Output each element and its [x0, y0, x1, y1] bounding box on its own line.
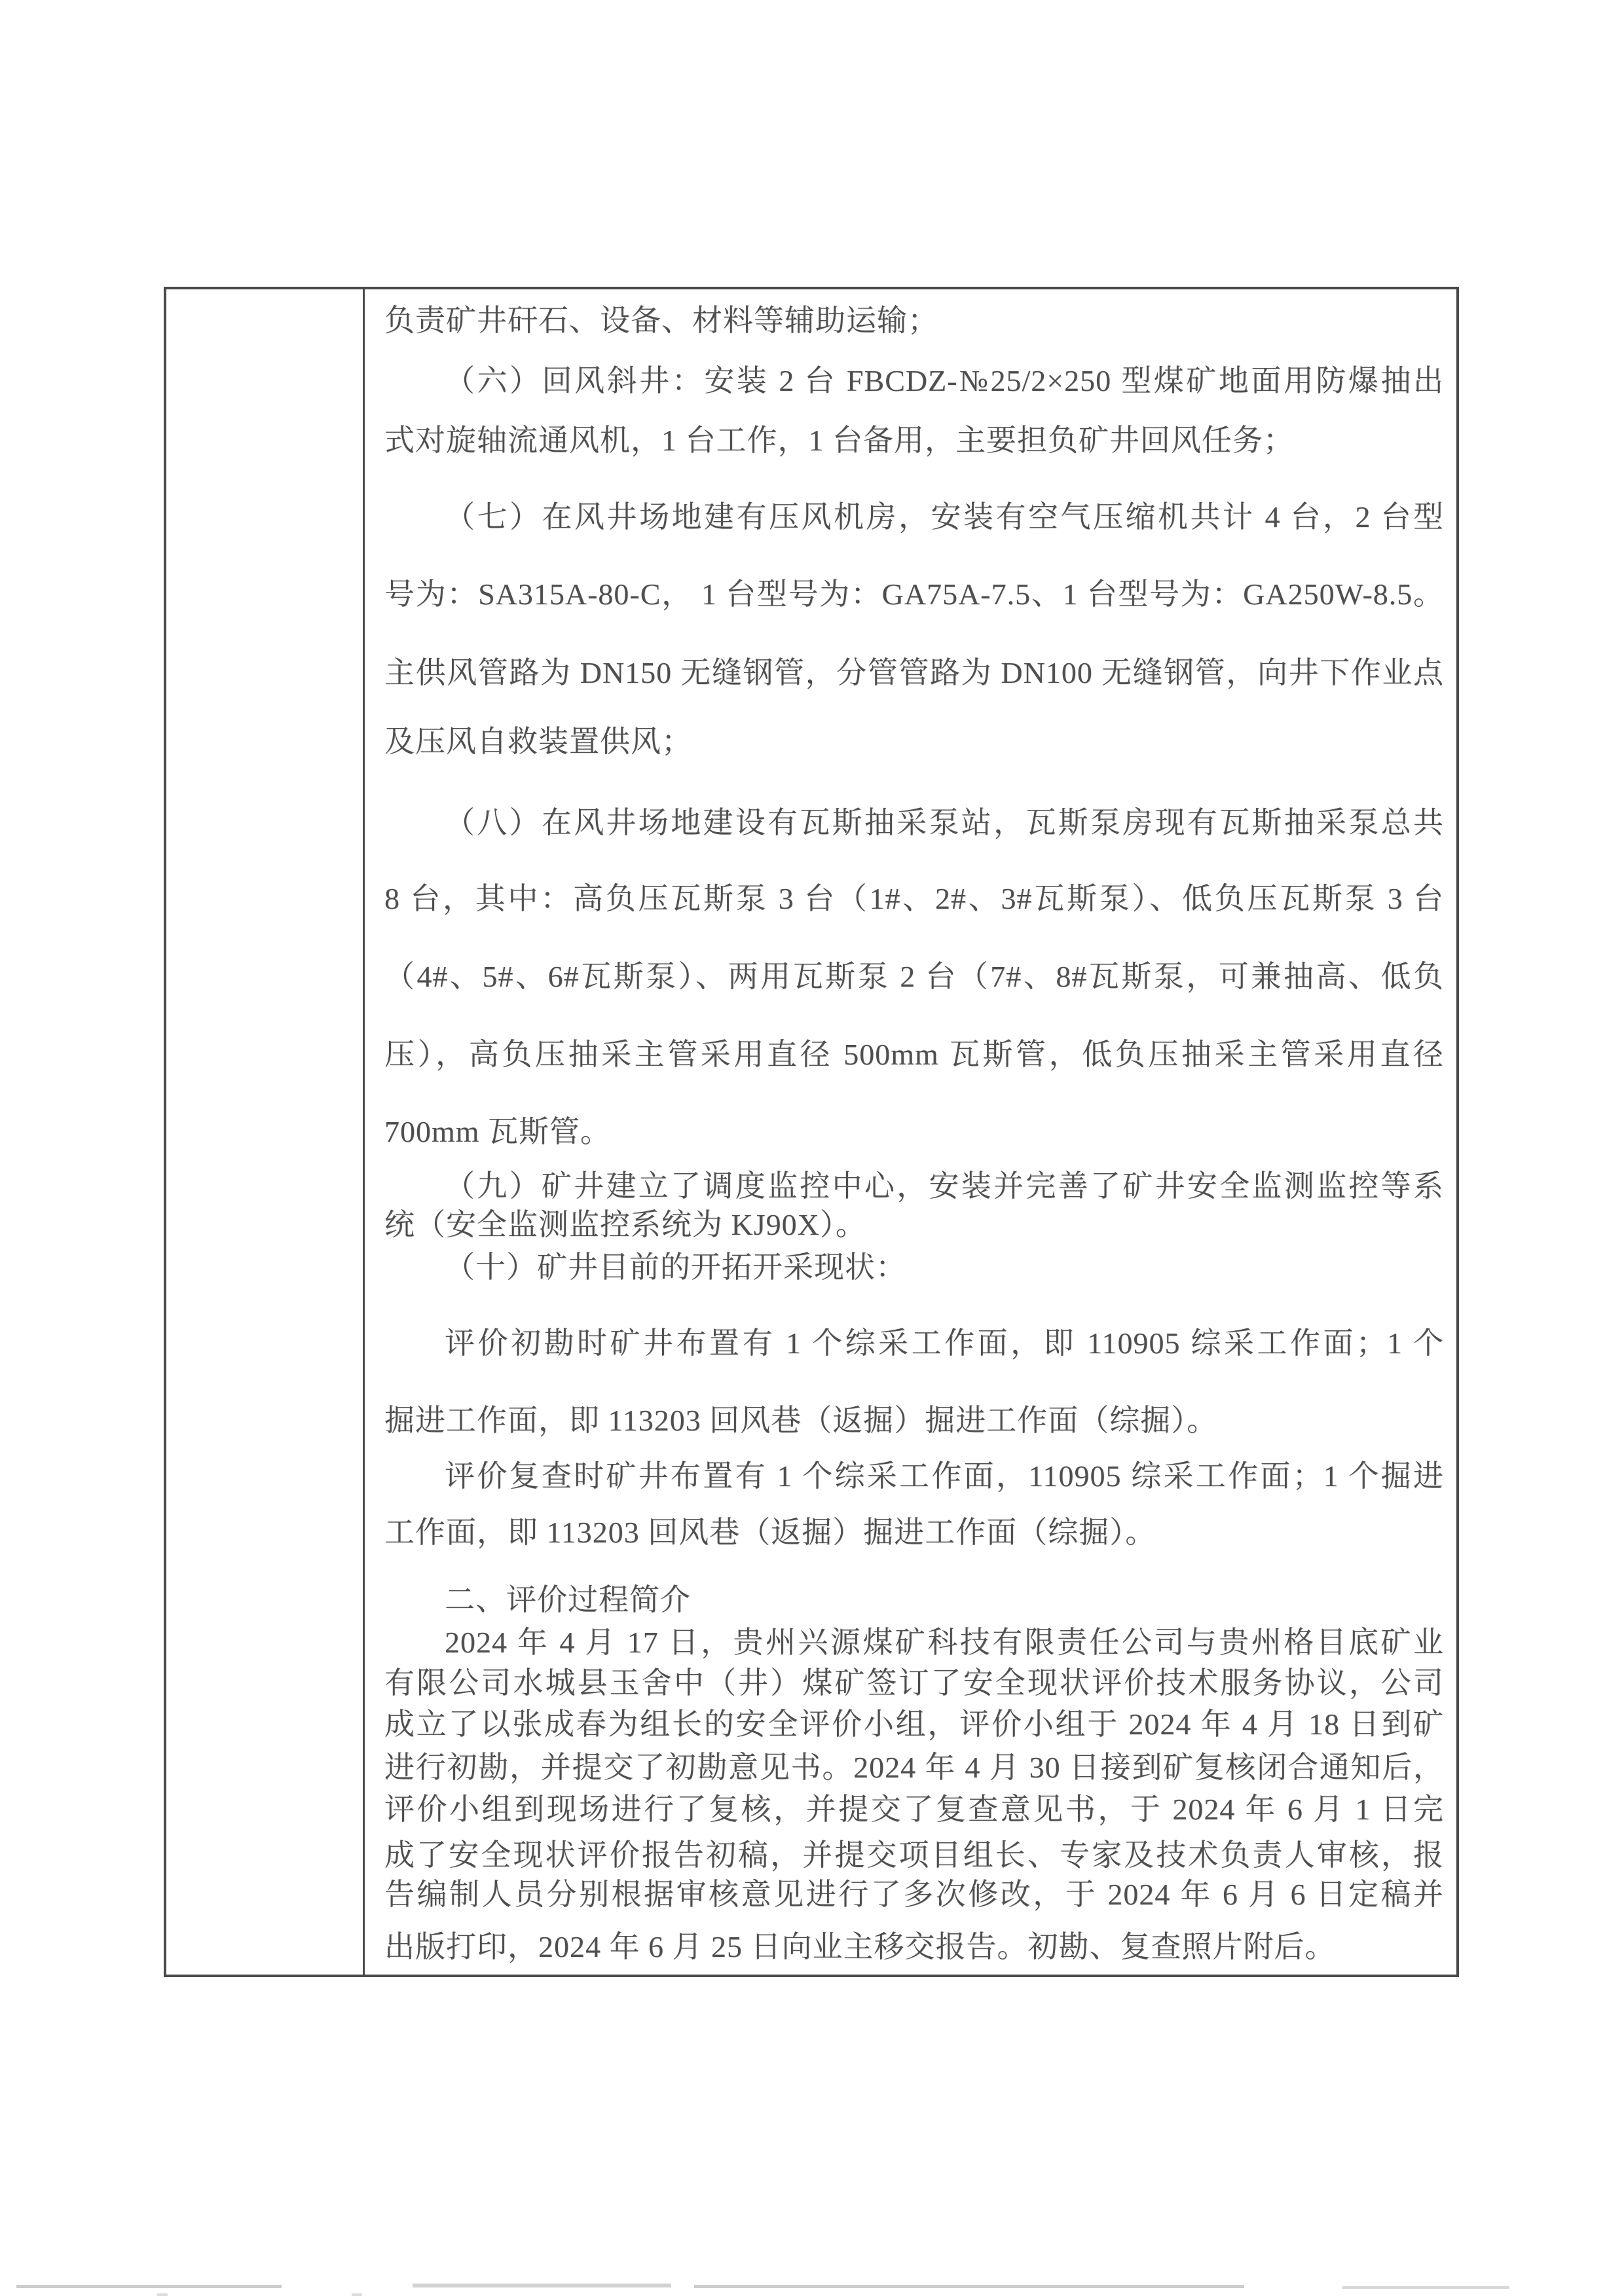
text-line: 告编制人员分别根据审核意见进行了多次修改，于 2024 年 6 月 6 日定稿并 [384, 1878, 1444, 1911]
text-line: 及压风自救装置供风； [384, 725, 692, 758]
text-line: 主供风管路为 DN150 无缝钢管，分管管路为 DN100 无缝钢管，向井下作业点 [384, 656, 1444, 689]
text-line: 掘进工作面，即 113203 回风巷（返掘）掘进工作面（综掘）。 [384, 1404, 1218, 1437]
text-line: （六）回风斜井：安装 2 台 FBCDZ-№25/2×250 型煤矿地面用防爆抽出 [445, 364, 1444, 397]
text-line: 8 台，其中：高负压瓦斯泵 3 台（1#、2#、3#瓦斯泵）、低负压瓦斯泵 3 台 [384, 882, 1444, 915]
text-line: 工作面，即 113203 回风巷（返掘）掘进工作面（综掘）。 [384, 1516, 1156, 1549]
scan-artifact-dash [16, 2285, 282, 2288]
scan-artifact-dash [157, 2293, 168, 2296]
scan-artifact-dash [413, 2284, 671, 2287]
text-line: 出版打印，2024 年 6 月 25 日向业主移交报告。初勘、复查照片附后。 [384, 1930, 1336, 1963]
text-line: 式对旋轴流通风机，1 台工作，1 台备用，主要担负矿井回风任务； [384, 424, 1294, 457]
text-line: 进行初勘，并提交了初勘意见书。2024 年 4 月 30 日接到矿复核闭合通知后， [384, 1751, 1445, 1784]
text-line: （七）在风井场地建有压风机房，安装有空气压缩机共计 4 台，2 台型 [445, 500, 1444, 534]
text-line: 评价初勘时矿井布置有 1 个综采工作面，即 110905 综采工作面；1 个 [445, 1326, 1444, 1360]
text-line: 2024 年 4 月 17 日，贵州兴源煤矿科技有限责任公司与贵州格目底矿业 [445, 1626, 1444, 1659]
text-line: 评价小组到现场进行了复核，并提交了复查意见书，于 2024 年 6 月 1 日完 [384, 1793, 1444, 1826]
text-line: 成了安全现状评价报告初稿，并提交项目组长、专家及技术负责人审核，报 [384, 1838, 1444, 1872]
text-line: 二、评价过程简介 [445, 1583, 691, 1616]
text-line: 评价复查时矿井布置有 1 个综采工作面，110905 综采工作面；1 个掘进 [445, 1459, 1444, 1493]
scan-artifact-dash [352, 2293, 362, 2296]
text-line: 统（安全监测监控系统为 KJ90X）。 [384, 1208, 866, 1241]
scan-artifact-dash [1342, 2286, 1509, 2289]
text-line: 有限公司水城县玉舍中（井）煤矿签订了安全现状评价技术服务协议，公司 [384, 1666, 1444, 1700]
text-line: （八）在风井场地建设有瓦斯抽采泵站，瓦斯泵房现有瓦斯抽采泵总共 [445, 806, 1444, 839]
text-line: （九）矿井建立了调度监控中心，安装并完善了矿井安全监测监控等系 [445, 1169, 1444, 1203]
text-line: 负责矿井矸石、设备、材料等辅助运输； [384, 304, 938, 337]
text-line: 压），高负压抽采主管采用直径 500mm 瓦斯管，低负压抽采主管采用直径 [384, 1038, 1444, 1071]
text-line: 号为：SA315A-80-C， 1 台型号为：GA75A-7.5、1 台型号为：GA250W-8.5。 [384, 577, 1444, 611]
text-line: （十）矿井目前的开拓开采现状： [445, 1250, 906, 1284]
text-line: 成立了以张成春为组长的安全评价小组，评价小组于 2024 年 4 月 18 日到矿 [384, 1707, 1444, 1741]
text-line: （4#、5#、6#瓦斯泵）、两用瓦斯泵 2 台（7#、8#瓦斯泵，可兼抽高、低负 [384, 960, 1444, 993]
text-line: 700mm 瓦斯管。 [384, 1115, 612, 1148]
scan-artifact-dash [694, 2285, 1244, 2288]
